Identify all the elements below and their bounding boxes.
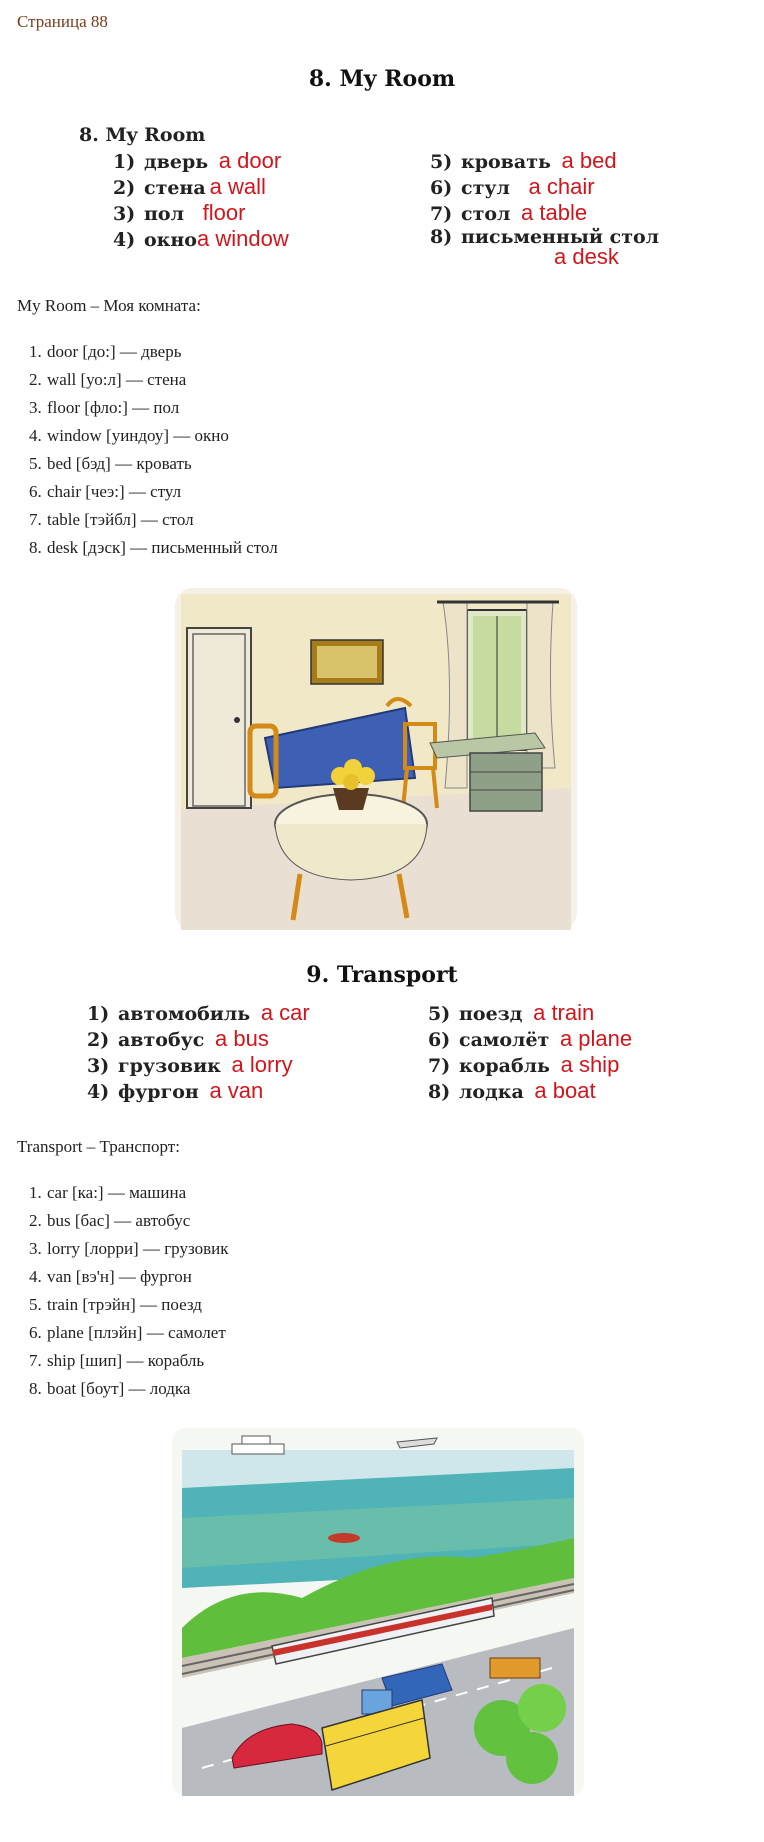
vocab-row: 5) кровать a bed xyxy=(430,148,617,173)
vocab-column-left xyxy=(113,148,413,252)
list-item: 8. boat [боут] — лодка xyxy=(29,1379,191,1398)
list-item: 6. chair [чеэ:] — стул xyxy=(29,482,182,501)
vocab-column-right xyxy=(430,148,750,269)
list-item: 1. door [до:] — дверь xyxy=(29,342,182,361)
list-item: 8. desk [дэск] — письменный стол xyxy=(29,538,278,557)
vocab-row: 8) лодка a boat xyxy=(428,1078,596,1103)
list-item: 2. wall [уо:л] — стена xyxy=(29,370,187,389)
transport-illustration xyxy=(172,1428,584,1796)
list-item: 2. bus [бас] — автобус xyxy=(29,1211,191,1230)
list-item: 3. lorry [лорри] — грузовик xyxy=(29,1239,229,1258)
list-item: 4. window [уиндоу] — окно xyxy=(29,426,229,445)
vocab-column-right xyxy=(428,1000,728,1104)
vocab-row: 2) стена a wall xyxy=(113,174,266,199)
vocab-row: 7) стол a table xyxy=(430,200,588,225)
list-item: 6. plane [плэйн] — самолет xyxy=(29,1323,226,1342)
list-item: 3. floor [фло:] — пол xyxy=(29,398,180,417)
vocab-column-left xyxy=(87,1000,387,1104)
list-item: 5. bed [бэд] — кровать xyxy=(29,454,192,473)
vocab-row: 5) поезд a train xyxy=(428,1000,595,1025)
word-list-transport xyxy=(29,1179,229,1403)
vocab-row: 1) автомобиль a car xyxy=(87,1000,310,1025)
vocab-row: 1) дверь a door xyxy=(113,148,282,173)
section-intro-transport: Transport – Транспорт: xyxy=(17,1137,180,1156)
section-heading-my-room: 8. My Room xyxy=(308,66,456,92)
exercise-image-title: 8. My Room xyxy=(79,124,206,146)
section-intro-my-room: My Room – Моя комната: xyxy=(17,296,201,315)
word-list-my-room xyxy=(29,338,278,562)
vocab-row: 4) фургон a van xyxy=(87,1078,264,1103)
page-number: Страница 88 xyxy=(17,12,108,31)
vocab-row: 4) окноa window xyxy=(113,226,289,251)
vocab-row: 3) грузовик a lorry xyxy=(87,1052,293,1077)
list-item: 4. van [вэ'н] — фургон xyxy=(29,1267,192,1286)
vocab-row: 7) корабль a ship xyxy=(428,1052,620,1077)
vocab-row: 3) пол floor xyxy=(113,200,246,225)
room-illustration xyxy=(175,588,577,930)
list-item: 1. car [ка:] — машина xyxy=(29,1183,187,1202)
list-item: 7. ship [шип] — корабль xyxy=(29,1351,205,1370)
vocab-row: 8) письменный стол a desk xyxy=(430,226,660,269)
section-heading-transport: 9. Transport xyxy=(306,962,458,988)
list-item: 7. table [тэйбл] — стол xyxy=(29,510,194,529)
vocab-row: 6) стул a chair xyxy=(430,174,595,199)
vocab-row: 2) автобус a bus xyxy=(87,1026,269,1051)
vocab-row: 6) самолёт a plane xyxy=(428,1026,633,1051)
list-item: 5. train [трэйн] — поезд xyxy=(29,1295,202,1314)
